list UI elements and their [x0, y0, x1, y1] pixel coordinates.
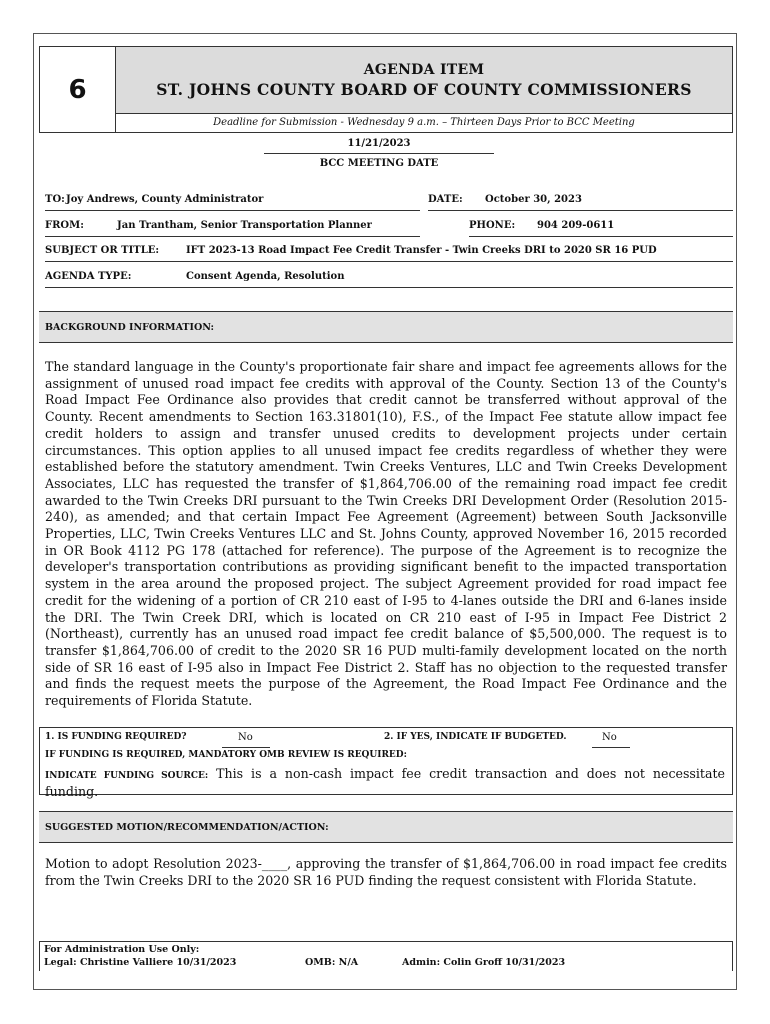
funding-required-underline [222, 747, 270, 748]
board-name: ST. JOHNS COUNTY BOARD OF COUNTY COMMISSIONERS [156, 79, 692, 99]
date-label: DATE: [428, 194, 463, 205]
funding-section [39, 727, 733, 799]
submission-deadline: Deadline for Submission - Wednesday 9 a.m. – Thirteen Days Prior to BCC Meeting [213, 117, 635, 128]
agenda-type-label: AGENDA TYPE: [45, 271, 132, 282]
agenda-header [39, 46, 733, 133]
funding-source [45, 766, 725, 800]
from-value: Jan Trantham, Senior Transportation Planner [117, 220, 372, 231]
phone-underline [469, 236, 733, 237]
omb-review-note: IF FUNDING IS REQUIRED, MANDATORY OMB REVIEW IS REQUIRED: [45, 750, 407, 760]
admin-approval: Admin: Colin Groff 10/31/2023 [402, 957, 566, 968]
from-label: FROM: [45, 220, 84, 231]
budgeted-label: 2. IF YES, INDICATE IF BUDGETED. [384, 732, 567, 742]
funding-source-label: INDICATE FUNDING SOURCE: [45, 771, 209, 781]
funding-required-label: 1. IS FUNDING REQUIRED? [45, 732, 187, 742]
subject-underline [45, 261, 733, 262]
subject-label: SUBJECT OR TITLE: [45, 245, 160, 256]
omb-approval: OMB: N/A [305, 957, 359, 968]
phone-label: PHONE: [469, 220, 516, 231]
header-title [116, 47, 732, 114]
agenda-form [33, 33, 737, 990]
budgeted-value: No [602, 732, 617, 743]
to-label: TO: [45, 194, 65, 205]
phone-value: 904 209-0611 [537, 220, 615, 231]
meeting-date-label: BCC MEETING DATE [319, 158, 439, 169]
budgeted-underline [592, 747, 630, 748]
from-underline [45, 236, 420, 237]
date-value: October 30, 2023 [485, 194, 582, 205]
background-heading: BACKGROUND INFORMATION: [39, 311, 733, 343]
background-text: The standard language in the County's proportionate fair share and impact fee agreements allows for the assignment of unused road impact fee credits with approval of the County. Section 13 of the County's Road Impact Fee Ordinance also provides that credit cannot be transferred without approval of the County. Recent amendments to Section 163.31801(10), F.S., of the Impact Fee statute allow impact fee credit holders to assign and transfer unused credits to development projects under certain circumstances. This option applies to all unused impact fee credits regardless of whether they were established before the statutory amendment. Twin Creeks Ventures, LLC and Twin Creeks Development Associates, LLC has requested the transfer of $1,864,706.00 of the remaining road impact fee credit awarded to the Twin Creeks DRI pursuant to the Twin Creeks DRI Development Order (Resolution 2015-240), as amended; and that certain Impact Fee Agreement (Agreement) between South Jacksonville Properties, LLC, Twin Creeks Ventures LLC and St. Johns County, approved November 16, 2015 recorded in OR Book 4112 PG 178 (attached for reference). The purpose of the Agreement is to recognize the developer's transportation contributions as providing significant benefit to the impacted transportation system in the area around the proposed project. The subject Agreement provided for road impact fee credit for the widening of a portion of CR 210 east of I-95 to 4-lanes outside the DRI and 6-lanes inside the DRI. The Twin Creek DRI, which is located on CR 210 east of I-95 in Impact Fee District 2 (Northeast), currently has an unused road impact fee credit balance of $5,500,000. The request is to transfer $1,864,706.00 of credit to the 2020 SR 16 PUD multi-family development located on the north side of SR 16 east of I-95 also in Impact Fee District 2. Staff has no objection to the requested transfer and finds the request meets the purpose of the Agreement, the Road Impact Fee Ordinance and the requirements of Florida Statute. [45, 359, 727, 709]
agenda-item-number: 6 [40, 47, 116, 133]
admin-use-heading: For Administration Use Only: [44, 944, 200, 955]
agenda-type-value: Consent Agenda, Resolution [186, 271, 345, 282]
motion-text: Motion to adopt Resolution 2023-____, approving the transfer of $1,864,706.00 in road impact fee credits from the Twin Creeks DRI to the 2020 SR 16 PUD finding the request consistent with Florida Statute. [45, 856, 727, 888]
admin-use-box [39, 941, 733, 971]
to-underline [45, 210, 420, 211]
subject-value: IFT 2023-13 Road Impact Fee Credit Transfer - Twin Creeks DRI to 2020 SR 16 PUD [186, 245, 657, 256]
date-underline [428, 210, 733, 211]
funding-source-text: This is a non-cash impact fee credit transaction and does not necessitate funding. [45, 766, 725, 799]
agenda-type-underline [45, 287, 733, 288]
meeting-date-block [264, 138, 494, 169]
to-value: Joy Andrews, County Administrator [66, 194, 264, 205]
legal-approval: Legal: Christine Valliere 10/31/2023 [44, 957, 237, 968]
motion-heading: SUGGESTED MOTION/RECOMMENDATION/ACTION: [39, 811, 733, 843]
funding-required-value: No [238, 732, 253, 743]
meeting-date: 11/21/2023 [264, 138, 494, 154]
agenda-item-heading: AGENDA ITEM [363, 61, 485, 78]
